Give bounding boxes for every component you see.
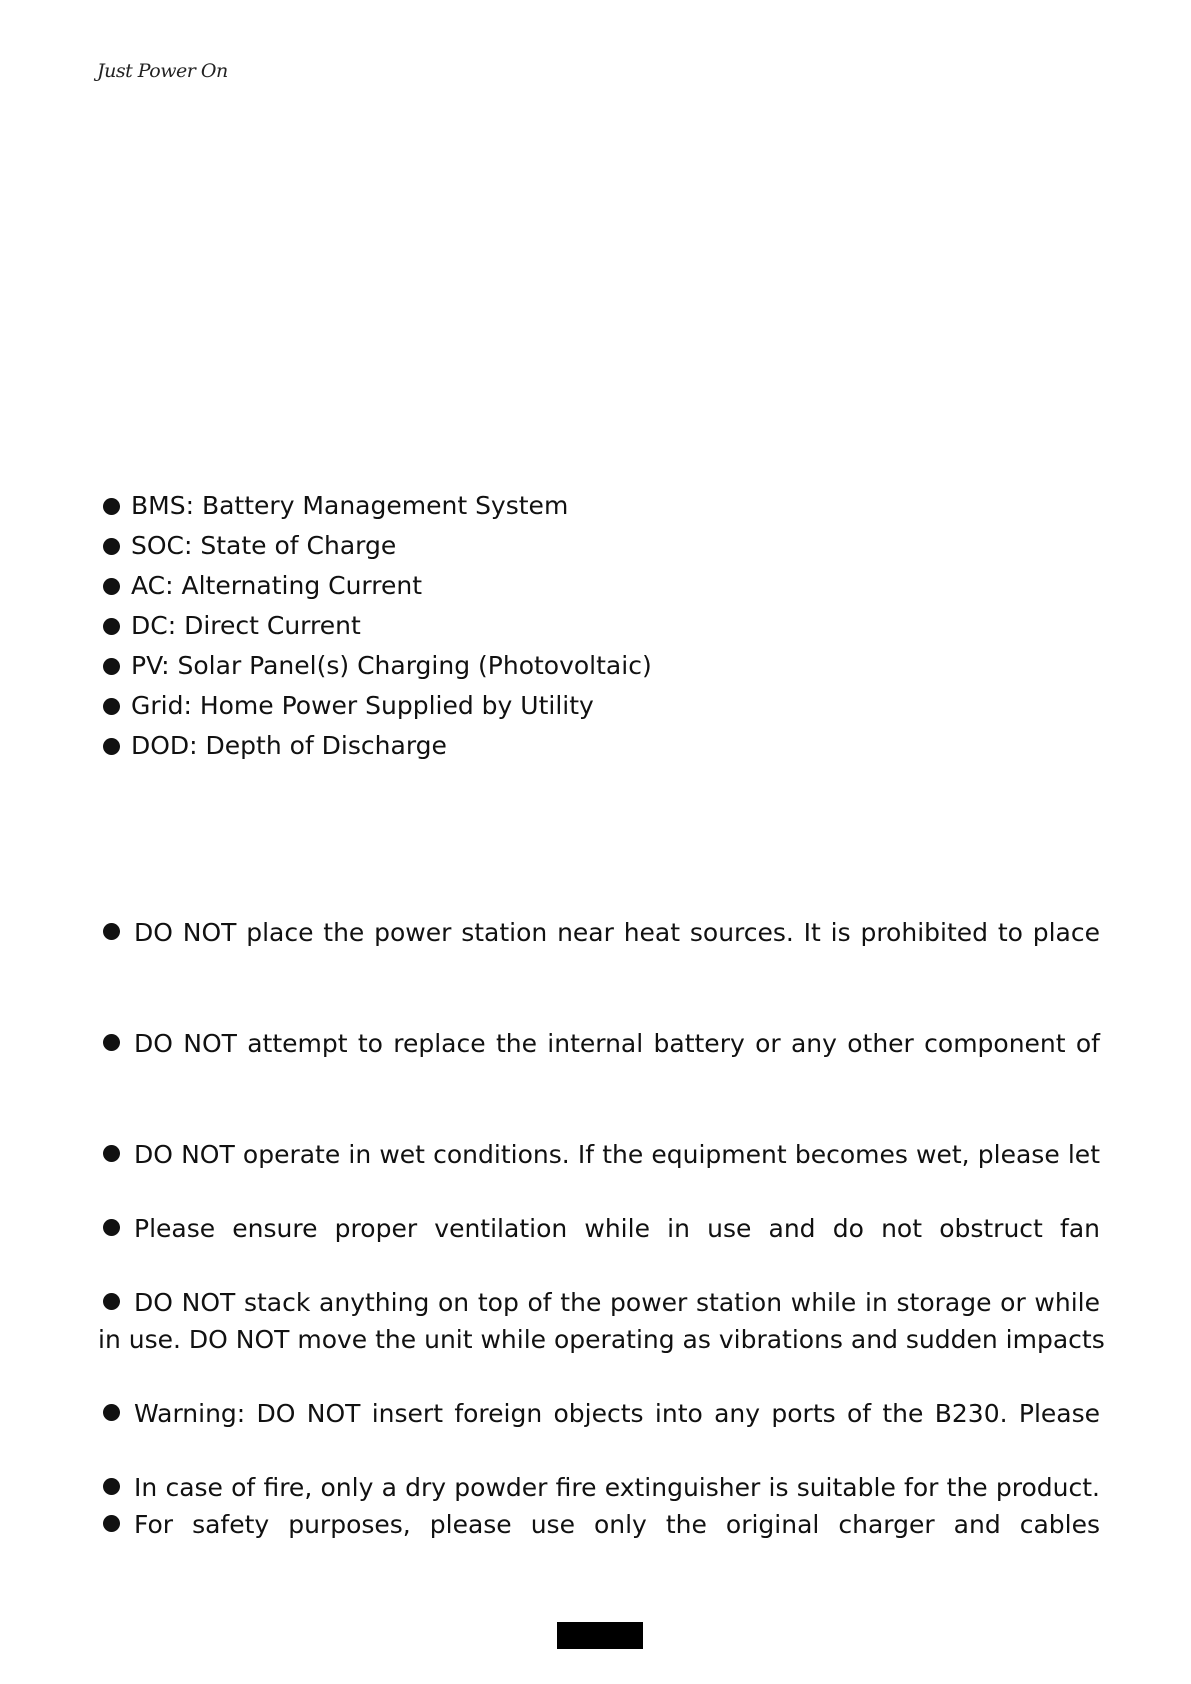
safety-item-heat-sources — [98, 914, 1100, 951]
safety-item-original-charger — [98, 1506, 1100, 1543]
safety-text: DO NOT place the power station near heat sources. It is prohibited to place — [134, 918, 1100, 947]
bullet-icon — [103, 498, 120, 515]
abbreviation-text: DC: Direct Current — [131, 611, 361, 640]
bullet-icon — [103, 618, 120, 635]
abbreviation-list — [103, 486, 803, 766]
abbreviation-item — [103, 646, 803, 686]
bullet-icon — [103, 1293, 120, 1310]
safety-text: For safety purposes, please use only the original charger and cables — [134, 1510, 1100, 1539]
bullet-icon — [103, 1404, 120, 1421]
safety-text: DO NOT stack anything on top of the power station while in storage or while — [134, 1288, 1100, 1317]
safety-text: Warning: DO NOT insert foreign objects into any ports of the B230. Please — [134, 1399, 1100, 1428]
safety-item-ventilation — [98, 1210, 1100, 1247]
abbreviation-text: DOD: Depth of Discharge — [131, 731, 447, 760]
brand-tagline: Just Power On — [97, 60, 228, 82]
bullet-icon — [103, 578, 120, 595]
abbreviation-item — [103, 686, 803, 726]
bullet-icon — [103, 658, 120, 675]
abbreviation-item — [103, 566, 803, 606]
bullet-icon — [103, 1145, 120, 1162]
safety-text: In case of fire, only a dry powder fire extinguisher is suitable for the product. — [134, 1473, 1100, 1502]
abbreviation-text: PV: Solar Panel(s) Charging (Photovoltaic) — [131, 651, 652, 680]
safety-item-internal-battery — [98, 1025, 1100, 1062]
safety-text: in use. DO NOT move the unit while operating as vibrations and sudden impacts — [98, 1325, 1105, 1354]
abbreviation-item — [103, 606, 803, 646]
bullet-icon — [103, 538, 120, 555]
bullet-icon — [103, 698, 120, 715]
bullet-icon — [103, 1034, 120, 1051]
safety-text: DO NOT operate in wet conditions. If the equipment becomes wet, please let — [134, 1140, 1100, 1169]
abbreviation-item — [103, 526, 803, 566]
safety-text: DO NOT attempt to replace the internal battery or any other component of — [134, 1029, 1100, 1058]
bullet-icon — [103, 923, 120, 940]
safety-text: Please ensure proper ventilation while in use and do not obstruct fan — [134, 1214, 1100, 1243]
safety-item-wet-conditions — [98, 1136, 1100, 1173]
abbreviation-text: AC: Alternating Current — [131, 571, 423, 600]
safety-item-foreign-objects — [98, 1395, 1100, 1432]
bullet-icon — [103, 1478, 120, 1495]
safety-item-stacking-line1 — [98, 1284, 1100, 1321]
page-number-block — [557, 1622, 643, 1649]
safety-item-fire — [98, 1469, 1100, 1506]
abbreviation-item — [103, 726, 803, 766]
abbreviation-text: Grid: Home Power Supplied by Utility — [131, 691, 594, 720]
safety-item-stacking-line2 — [98, 1321, 1105, 1358]
bullet-icon — [103, 1219, 120, 1236]
abbreviation-item — [103, 486, 803, 526]
bullet-icon — [103, 1515, 120, 1532]
abbreviation-text: BMS: Battery Management System — [131, 491, 569, 520]
bullet-icon — [103, 738, 120, 755]
abbreviation-text: SOC: State of Charge — [131, 531, 397, 560]
